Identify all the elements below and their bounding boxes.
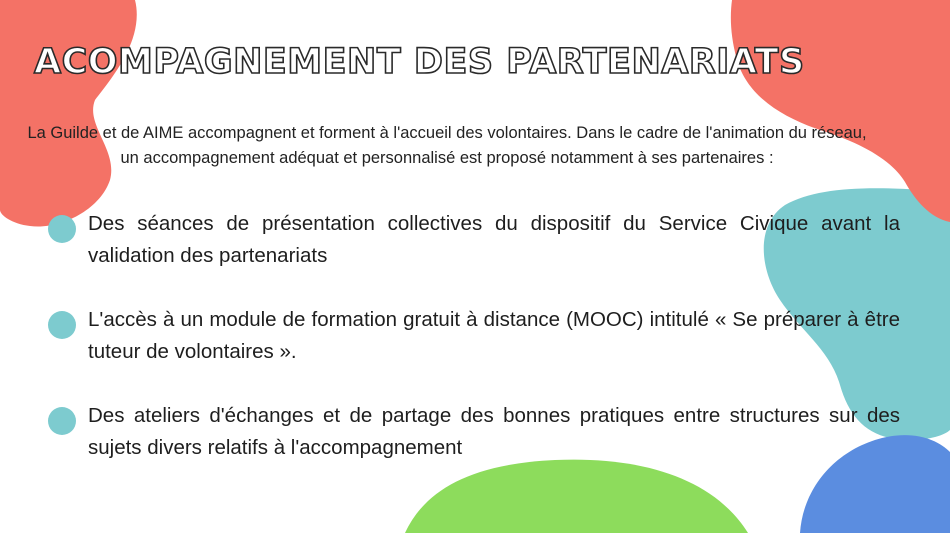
list-item bbox=[48, 400, 900, 464]
bullet-text: Des séances de présentation collectives du dispositif du Service Civique avant la validation des partenariats bbox=[88, 212, 900, 267]
intro-line-2: un accompagnement adéquat et personnalisé est proposé notamment à ses partenaires : bbox=[120, 149, 774, 167]
bullet-text: Des ateliers d'échanges et de partage des bonnes pratiques entre structures sur des sujets divers relatifs à l'accompagnement bbox=[88, 404, 900, 459]
bullet-dot-icon bbox=[48, 215, 76, 243]
bullet-text: L'accès à un module de formation gratuit à distance (MOOC) intitulé « Se préparer à être tuteur de volontaires ». bbox=[88, 308, 900, 363]
intro-line-1: La Guilde et de AIME accompagnent et forment à l'accueil des volontaires. Dans le cadre de l'animation du réseau, bbox=[27, 124, 867, 142]
list-item bbox=[48, 208, 900, 272]
bullet-list bbox=[48, 208, 900, 496]
bullet-dot-icon bbox=[48, 407, 76, 435]
intro-paragraph bbox=[12, 121, 882, 171]
bullet-dot-icon bbox=[48, 311, 76, 339]
list-item bbox=[48, 304, 900, 368]
coral-blob-top-left bbox=[0, 0, 137, 227]
page-title: ACOMPAGNEMENT DES PARTENARIATS bbox=[34, 42, 805, 82]
coral-blob-top-right bbox=[731, 0, 950, 222]
